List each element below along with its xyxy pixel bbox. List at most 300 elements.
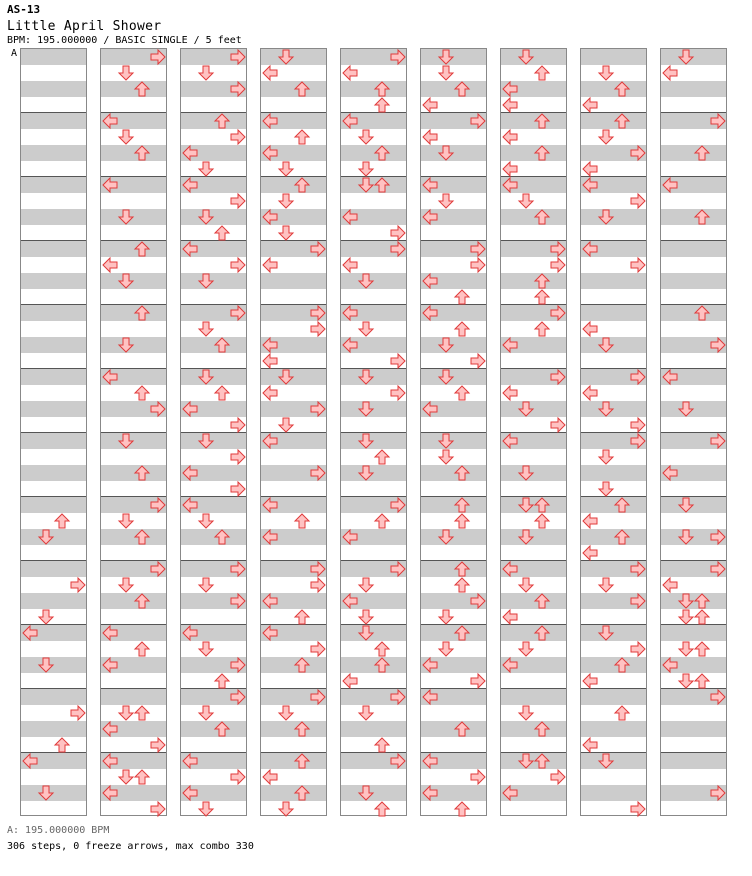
chart-column bbox=[660, 48, 727, 816]
down-arrow-icon bbox=[198, 65, 214, 81]
right-arrow-icon bbox=[390, 497, 406, 513]
down-arrow-icon bbox=[598, 577, 614, 593]
right-arrow-icon bbox=[390, 689, 406, 705]
up-arrow-icon bbox=[134, 241, 150, 257]
left-arrow-icon bbox=[342, 65, 358, 81]
up-arrow-icon bbox=[534, 625, 550, 641]
up-arrow-icon bbox=[534, 721, 550, 737]
left-arrow-icon bbox=[502, 785, 518, 801]
down-arrow-icon bbox=[358, 321, 374, 337]
down-arrow-icon bbox=[358, 785, 374, 801]
left-arrow-icon bbox=[582, 673, 598, 689]
down-arrow-icon bbox=[38, 609, 54, 625]
left-arrow-icon bbox=[582, 545, 598, 561]
down-arrow-icon bbox=[678, 49, 694, 65]
left-arrow-icon bbox=[342, 337, 358, 353]
right-arrow-icon bbox=[230, 449, 246, 465]
up-arrow-icon bbox=[454, 81, 470, 97]
right-arrow-icon bbox=[310, 401, 326, 417]
left-arrow-icon bbox=[582, 97, 598, 113]
down-arrow-icon bbox=[518, 193, 534, 209]
down-arrow-icon bbox=[278, 49, 294, 65]
bpm-info: A: 195.000000 BPM bbox=[7, 825, 110, 836]
song-title: Little April Shower bbox=[7, 19, 162, 34]
left-arrow-icon bbox=[102, 785, 118, 801]
up-arrow-icon bbox=[294, 177, 310, 193]
down-arrow-icon bbox=[598, 481, 614, 497]
up-arrow-icon bbox=[134, 705, 150, 721]
left-arrow-icon bbox=[262, 769, 278, 785]
chart-column bbox=[260, 48, 327, 816]
right-arrow-icon bbox=[390, 561, 406, 577]
up-arrow-icon bbox=[534, 753, 550, 769]
left-arrow-icon bbox=[582, 737, 598, 753]
right-arrow-icon bbox=[150, 401, 166, 417]
down-arrow-icon bbox=[518, 529, 534, 545]
right-arrow-icon bbox=[710, 529, 726, 545]
left-arrow-icon bbox=[182, 401, 198, 417]
left-arrow-icon bbox=[182, 497, 198, 513]
down-arrow-icon bbox=[358, 161, 374, 177]
measure-line bbox=[21, 688, 86, 689]
down-arrow-icon bbox=[118, 209, 134, 225]
measure-line bbox=[21, 496, 86, 497]
left-arrow-icon bbox=[102, 257, 118, 273]
right-arrow-icon bbox=[310, 305, 326, 321]
up-arrow-icon bbox=[694, 593, 710, 609]
left-arrow-icon bbox=[582, 385, 598, 401]
down-arrow-icon bbox=[278, 705, 294, 721]
down-arrow-icon bbox=[438, 145, 454, 161]
up-arrow-icon bbox=[534, 65, 550, 81]
left-arrow-icon bbox=[422, 785, 438, 801]
right-arrow-icon bbox=[550, 241, 566, 257]
right-arrow-icon bbox=[390, 385, 406, 401]
down-arrow-icon bbox=[358, 369, 374, 385]
right-arrow-icon bbox=[470, 673, 486, 689]
down-arrow-icon bbox=[518, 401, 534, 417]
left-arrow-icon bbox=[502, 81, 518, 97]
measure-line bbox=[21, 112, 86, 113]
down-arrow-icon bbox=[118, 337, 134, 353]
measure-line bbox=[21, 368, 86, 369]
left-arrow-icon bbox=[502, 385, 518, 401]
up-arrow-icon bbox=[214, 113, 230, 129]
left-arrow-icon bbox=[342, 529, 358, 545]
right-arrow-icon bbox=[310, 641, 326, 657]
right-arrow-icon bbox=[310, 577, 326, 593]
right-arrow-icon bbox=[70, 705, 86, 721]
down-arrow-icon bbox=[278, 369, 294, 385]
up-arrow-icon bbox=[294, 129, 310, 145]
down-arrow-icon bbox=[118, 705, 134, 721]
right-arrow-icon bbox=[550, 305, 566, 321]
down-arrow-icon bbox=[118, 513, 134, 529]
left-arrow-icon bbox=[422, 273, 438, 289]
down-arrow-icon bbox=[598, 65, 614, 81]
right-arrow-icon bbox=[470, 353, 486, 369]
left-arrow-icon bbox=[182, 177, 198, 193]
right-arrow-icon bbox=[710, 337, 726, 353]
left-arrow-icon bbox=[262, 353, 278, 369]
left-arrow-icon bbox=[502, 161, 518, 177]
up-arrow-icon bbox=[614, 657, 630, 673]
right-arrow-icon bbox=[310, 689, 326, 705]
left-arrow-icon bbox=[422, 753, 438, 769]
up-arrow-icon bbox=[54, 737, 70, 753]
up-arrow-icon bbox=[374, 97, 390, 113]
down-arrow-icon bbox=[438, 641, 454, 657]
left-arrow-icon bbox=[22, 625, 38, 641]
down-arrow-icon bbox=[598, 401, 614, 417]
down-arrow-icon bbox=[278, 801, 294, 817]
up-arrow-icon bbox=[454, 289, 470, 305]
left-arrow-icon bbox=[102, 753, 118, 769]
down-arrow-icon bbox=[518, 753, 534, 769]
down-arrow-icon bbox=[358, 609, 374, 625]
up-arrow-icon bbox=[454, 385, 470, 401]
left-arrow-icon bbox=[102, 177, 118, 193]
up-arrow-icon bbox=[294, 609, 310, 625]
down-arrow-icon bbox=[278, 161, 294, 177]
measure-line bbox=[501, 688, 566, 689]
up-arrow-icon bbox=[454, 577, 470, 593]
up-arrow-icon bbox=[614, 705, 630, 721]
up-arrow-icon bbox=[214, 721, 230, 737]
left-arrow-icon bbox=[502, 609, 518, 625]
up-arrow-icon bbox=[694, 145, 710, 161]
right-arrow-icon bbox=[390, 241, 406, 257]
left-arrow-icon bbox=[182, 785, 198, 801]
down-arrow-icon bbox=[438, 609, 454, 625]
up-arrow-icon bbox=[374, 177, 390, 193]
right-arrow-icon bbox=[470, 241, 486, 257]
up-arrow-icon bbox=[534, 289, 550, 305]
left-arrow-icon bbox=[262, 145, 278, 161]
down-arrow-icon bbox=[358, 705, 374, 721]
left-arrow-icon bbox=[262, 593, 278, 609]
up-arrow-icon bbox=[454, 513, 470, 529]
down-arrow-icon bbox=[358, 433, 374, 449]
left-arrow-icon bbox=[502, 561, 518, 577]
left-arrow-icon bbox=[262, 497, 278, 513]
up-arrow-icon bbox=[374, 513, 390, 529]
up-arrow-icon bbox=[134, 385, 150, 401]
down-arrow-icon bbox=[518, 577, 534, 593]
up-arrow-icon bbox=[374, 641, 390, 657]
measure-line bbox=[21, 560, 86, 561]
left-arrow-icon bbox=[262, 385, 278, 401]
right-arrow-icon bbox=[150, 561, 166, 577]
right-arrow-icon bbox=[230, 561, 246, 577]
up-arrow-icon bbox=[534, 113, 550, 129]
up-arrow-icon bbox=[454, 561, 470, 577]
down-arrow-icon bbox=[198, 801, 214, 817]
up-arrow-icon bbox=[134, 81, 150, 97]
chart-column bbox=[500, 48, 567, 816]
left-arrow-icon bbox=[102, 369, 118, 385]
down-arrow-icon bbox=[198, 433, 214, 449]
up-arrow-icon bbox=[294, 753, 310, 769]
up-arrow-icon bbox=[534, 497, 550, 513]
right-arrow-icon bbox=[150, 737, 166, 753]
chart-column bbox=[20, 48, 87, 816]
up-arrow-icon bbox=[294, 81, 310, 97]
up-arrow-icon bbox=[134, 305, 150, 321]
right-arrow-icon bbox=[550, 257, 566, 273]
down-arrow-icon bbox=[118, 65, 134, 81]
down-arrow-icon bbox=[518, 49, 534, 65]
right-arrow-icon bbox=[230, 769, 246, 785]
up-arrow-icon bbox=[534, 593, 550, 609]
up-arrow-icon bbox=[134, 145, 150, 161]
left-arrow-icon bbox=[422, 689, 438, 705]
left-arrow-icon bbox=[182, 625, 198, 641]
right-arrow-icon bbox=[230, 129, 246, 145]
right-arrow-icon bbox=[390, 353, 406, 369]
down-arrow-icon bbox=[678, 609, 694, 625]
up-arrow-icon bbox=[54, 513, 70, 529]
down-arrow-icon bbox=[278, 417, 294, 433]
right-arrow-icon bbox=[230, 81, 246, 97]
left-arrow-icon bbox=[662, 177, 678, 193]
left-arrow-icon bbox=[262, 113, 278, 129]
left-arrow-icon bbox=[342, 257, 358, 273]
right-arrow-icon bbox=[230, 417, 246, 433]
down-arrow-icon bbox=[438, 529, 454, 545]
right-arrow-icon bbox=[230, 657, 246, 673]
right-arrow-icon bbox=[230, 257, 246, 273]
up-arrow-icon bbox=[534, 273, 550, 289]
song-id: AS-13 bbox=[7, 3, 41, 16]
down-arrow-icon bbox=[278, 225, 294, 241]
right-arrow-icon bbox=[150, 49, 166, 65]
right-arrow-icon bbox=[230, 689, 246, 705]
down-arrow-icon bbox=[678, 673, 694, 689]
right-arrow-icon bbox=[230, 49, 246, 65]
down-arrow-icon bbox=[38, 785, 54, 801]
right-arrow-icon bbox=[470, 769, 486, 785]
down-arrow-icon bbox=[198, 161, 214, 177]
measure-line bbox=[661, 240, 726, 241]
left-arrow-icon bbox=[342, 593, 358, 609]
up-arrow-icon bbox=[134, 593, 150, 609]
down-arrow-icon bbox=[198, 705, 214, 721]
down-arrow-icon bbox=[438, 369, 454, 385]
down-arrow-icon bbox=[518, 705, 534, 721]
left-arrow-icon bbox=[422, 305, 438, 321]
left-arrow-icon bbox=[262, 257, 278, 273]
down-arrow-icon bbox=[198, 577, 214, 593]
left-arrow-icon bbox=[182, 753, 198, 769]
down-arrow-icon bbox=[198, 321, 214, 337]
down-arrow-icon bbox=[198, 369, 214, 385]
right-arrow-icon bbox=[710, 785, 726, 801]
right-arrow-icon bbox=[550, 369, 566, 385]
right-arrow-icon bbox=[630, 193, 646, 209]
down-arrow-icon bbox=[518, 497, 534, 513]
right-arrow-icon bbox=[630, 417, 646, 433]
up-arrow-icon bbox=[694, 673, 710, 689]
left-arrow-icon bbox=[262, 65, 278, 81]
measure-line bbox=[21, 304, 86, 305]
down-arrow-icon bbox=[358, 177, 374, 193]
up-arrow-icon bbox=[614, 81, 630, 97]
left-arrow-icon bbox=[502, 177, 518, 193]
right-arrow-icon bbox=[630, 145, 646, 161]
left-arrow-icon bbox=[422, 209, 438, 225]
right-arrow-icon bbox=[630, 801, 646, 817]
left-arrow-icon bbox=[102, 657, 118, 673]
down-arrow-icon bbox=[598, 209, 614, 225]
right-arrow-icon bbox=[230, 193, 246, 209]
down-arrow-icon bbox=[678, 529, 694, 545]
left-arrow-icon bbox=[422, 129, 438, 145]
right-arrow-icon bbox=[230, 305, 246, 321]
down-arrow-icon bbox=[598, 753, 614, 769]
up-arrow-icon bbox=[374, 145, 390, 161]
down-arrow-icon bbox=[358, 401, 374, 417]
up-arrow-icon bbox=[294, 657, 310, 673]
up-arrow-icon bbox=[214, 337, 230, 353]
up-arrow-icon bbox=[614, 529, 630, 545]
up-arrow-icon bbox=[374, 737, 390, 753]
right-arrow-icon bbox=[150, 497, 166, 513]
right-arrow-icon bbox=[230, 593, 246, 609]
up-arrow-icon bbox=[214, 529, 230, 545]
left-arrow-icon bbox=[342, 113, 358, 129]
right-arrow-icon bbox=[630, 433, 646, 449]
left-arrow-icon bbox=[582, 513, 598, 529]
up-arrow-icon bbox=[534, 209, 550, 225]
right-arrow-icon bbox=[630, 369, 646, 385]
up-arrow-icon bbox=[374, 657, 390, 673]
right-arrow-icon bbox=[310, 241, 326, 257]
up-arrow-icon bbox=[214, 673, 230, 689]
left-arrow-icon bbox=[262, 337, 278, 353]
left-arrow-icon bbox=[502, 433, 518, 449]
up-arrow-icon bbox=[294, 785, 310, 801]
chart-column bbox=[340, 48, 407, 816]
up-arrow-icon bbox=[454, 625, 470, 641]
left-arrow-icon bbox=[662, 577, 678, 593]
left-arrow-icon bbox=[262, 625, 278, 641]
down-arrow-icon bbox=[678, 401, 694, 417]
down-arrow-icon bbox=[438, 193, 454, 209]
down-arrow-icon bbox=[118, 273, 134, 289]
left-arrow-icon bbox=[662, 369, 678, 385]
up-arrow-icon bbox=[134, 465, 150, 481]
up-arrow-icon bbox=[534, 513, 550, 529]
up-arrow-icon bbox=[454, 497, 470, 513]
down-arrow-icon bbox=[518, 641, 534, 657]
chart-column bbox=[420, 48, 487, 816]
bpm-marker-label: A bbox=[11, 48, 18, 59]
down-arrow-icon bbox=[38, 657, 54, 673]
left-arrow-icon bbox=[182, 465, 198, 481]
down-arrow-icon bbox=[358, 625, 374, 641]
measure-line bbox=[21, 240, 86, 241]
down-arrow-icon bbox=[598, 337, 614, 353]
down-arrow-icon bbox=[678, 497, 694, 513]
left-arrow-icon bbox=[582, 321, 598, 337]
right-arrow-icon bbox=[150, 801, 166, 817]
left-arrow-icon bbox=[582, 177, 598, 193]
down-arrow-icon bbox=[198, 209, 214, 225]
up-arrow-icon bbox=[214, 225, 230, 241]
right-arrow-icon bbox=[390, 225, 406, 241]
up-arrow-icon bbox=[134, 641, 150, 657]
down-arrow-icon bbox=[598, 129, 614, 145]
left-arrow-icon bbox=[422, 177, 438, 193]
up-arrow-icon bbox=[294, 513, 310, 529]
measure-line bbox=[581, 304, 646, 305]
left-arrow-icon bbox=[662, 65, 678, 81]
right-arrow-icon bbox=[630, 257, 646, 273]
chart-column bbox=[180, 48, 247, 816]
left-arrow-icon bbox=[342, 209, 358, 225]
down-arrow-icon bbox=[678, 641, 694, 657]
left-arrow-icon bbox=[262, 433, 278, 449]
down-arrow-icon bbox=[118, 129, 134, 145]
right-arrow-icon bbox=[470, 257, 486, 273]
down-arrow-icon bbox=[198, 513, 214, 529]
down-arrow-icon bbox=[358, 577, 374, 593]
down-arrow-icon bbox=[118, 433, 134, 449]
down-arrow-icon bbox=[598, 625, 614, 641]
measure-line bbox=[661, 752, 726, 753]
up-arrow-icon bbox=[454, 465, 470, 481]
down-arrow-icon bbox=[678, 593, 694, 609]
down-arrow-icon bbox=[438, 49, 454, 65]
left-arrow-icon bbox=[502, 97, 518, 113]
left-arrow-icon bbox=[582, 161, 598, 177]
down-arrow-icon bbox=[118, 769, 134, 785]
down-arrow-icon bbox=[598, 449, 614, 465]
right-arrow-icon bbox=[310, 321, 326, 337]
left-arrow-icon bbox=[502, 129, 518, 145]
right-arrow-icon bbox=[470, 593, 486, 609]
chart-column bbox=[580, 48, 647, 816]
left-arrow-icon bbox=[342, 673, 358, 689]
right-arrow-icon bbox=[550, 417, 566, 433]
up-arrow-icon bbox=[294, 721, 310, 737]
right-arrow-icon bbox=[390, 753, 406, 769]
up-arrow-icon bbox=[534, 321, 550, 337]
up-arrow-icon bbox=[454, 321, 470, 337]
left-arrow-icon bbox=[342, 305, 358, 321]
up-arrow-icon bbox=[454, 801, 470, 817]
right-arrow-icon bbox=[470, 113, 486, 129]
up-arrow-icon bbox=[694, 609, 710, 625]
right-arrow-icon bbox=[630, 593, 646, 609]
up-arrow-icon bbox=[694, 641, 710, 657]
right-arrow-icon bbox=[310, 561, 326, 577]
down-arrow-icon bbox=[518, 465, 534, 481]
left-arrow-icon bbox=[182, 145, 198, 161]
up-arrow-icon bbox=[214, 385, 230, 401]
right-arrow-icon bbox=[70, 577, 86, 593]
up-arrow-icon bbox=[614, 113, 630, 129]
right-arrow-icon bbox=[710, 433, 726, 449]
down-arrow-icon bbox=[358, 129, 374, 145]
right-arrow-icon bbox=[630, 561, 646, 577]
left-arrow-icon bbox=[502, 337, 518, 353]
left-arrow-icon bbox=[502, 657, 518, 673]
down-arrow-icon bbox=[438, 337, 454, 353]
left-arrow-icon bbox=[422, 97, 438, 113]
left-arrow-icon bbox=[262, 529, 278, 545]
